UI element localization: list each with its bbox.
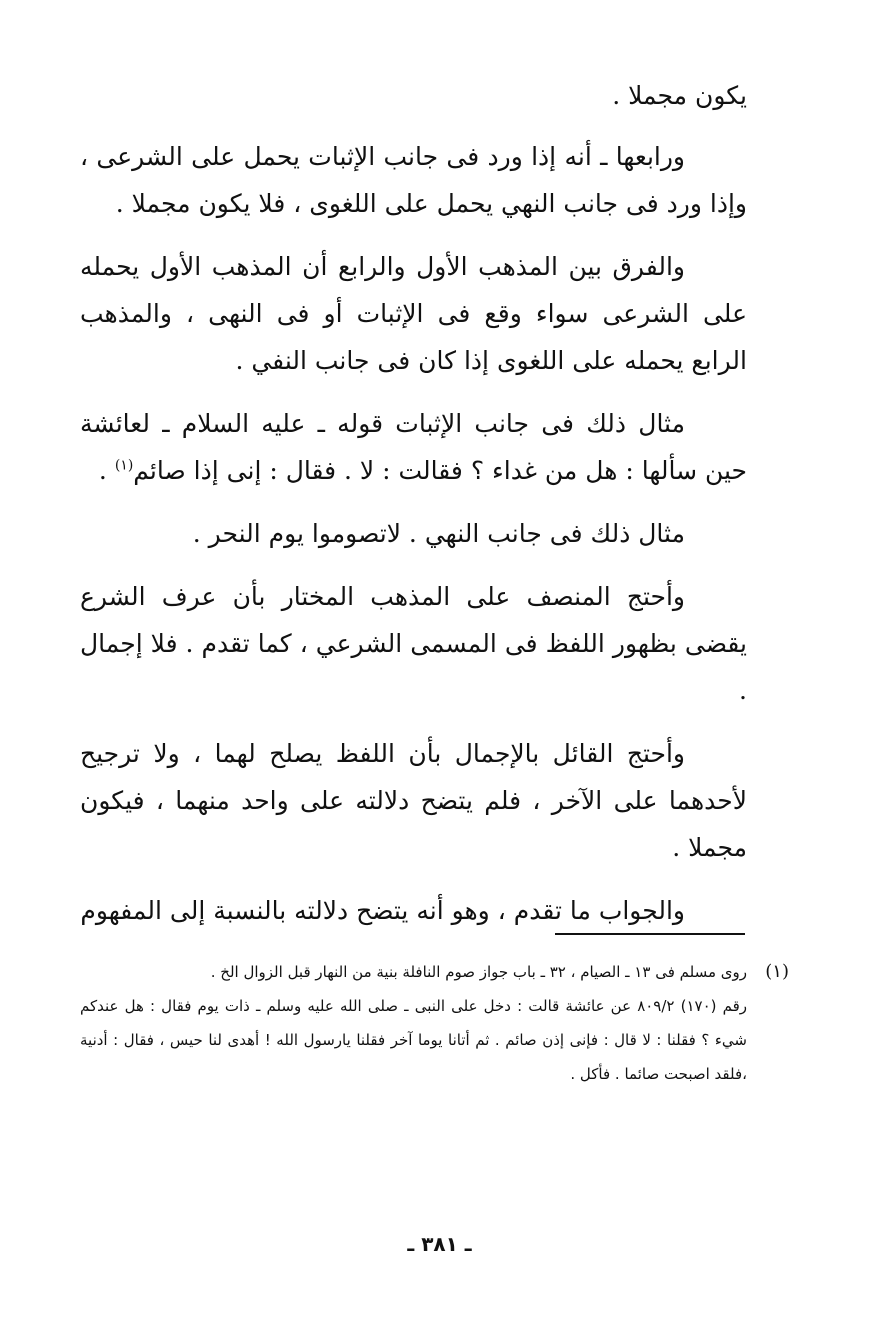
paragraph-8: والجواب ما تقدم ، وهو أنه يتضح دلالته بالنسبة إلى المفهوم <box>80 896 685 925</box>
footnote-number: (١) <box>765 961 789 982</box>
page-number: ـ ٣٨١ ـ <box>407 1232 472 1256</box>
footnotes <box>80 955 789 1091</box>
main-text <box>80 72 747 950</box>
footnote-line-2: رقم (١٧٠) ٨٠٩/٢ عن عائشة قالت : دخل على النبى ـ صلى الله عليه وسلم ـ ذات يوم فقال : هل عندكم شيء ؟ فقلنا : لا قال : فإنى إذن صائم . ثم أتانا يوما آخر فقلنا يارسول الله ! أهدى لنا حيس ، فقال : أدنية ،فلقد اصبحت صائما . فأكل . <box>80 997 747 1083</box>
paragraph-5: مثال ذلك فى جانب النهي . لاتصوموا يوم النحر . <box>192 519 685 548</box>
footnote-reference: (١) <box>114 457 134 474</box>
paragraph-4-text: مثال ذلك فى جانب الإثبات قوله ـ عليه السلام ـ لعائشة حين سألها : هل من غداء ؟ فقالت : لا . فقال : إنى إذا صائم <box>80 409 747 485</box>
paragraph-3: والفرق بين المذهب الأول والرابع أن المذهب الأول يحمله على الشرعى سواء وقع فى الإثبات أو فى النهى ، والمذهب الرابع يحمله على اللغوى إذا كان فى جانب النفي . <box>80 252 747 375</box>
paragraph-2: ورابعها ـ أنه إذا ورد فى جانب الإثبات يحمل على الشرعى ، وإذا ورد فى جانب النهي يحمل على اللغوى ، فلا يكون مجملا . <box>80 142 747 218</box>
footnote-line-1: روى مسلم فى ١٣ ـ الصيام ، ٣٢ ـ باب جواز صوم النافلة بنية من النهار قبل الزوال الخ . <box>210 963 747 981</box>
paragraph-1: يكون مجملا . <box>612 81 747 110</box>
paragraph-6: وأحتج المنصف على المذهب المختار بأن عرف الشرع يقضى بظهور اللفظ فى المسمى الشرعي ، كما تقدم . فلا إجمال . <box>80 582 747 705</box>
paragraph-4-tail: . <box>98 456 115 485</box>
footnote-separator <box>555 933 745 935</box>
paragraph-4 <box>80 400 747 494</box>
paragraph-7: وأحتج القائل بالإجمال بأن اللفظ يصلح لهما ، ولا ترجيح لأحدهما على الآخر ، فلم يتضح دلالته على واحد منهما ، فيكون مجملا . <box>80 739 747 862</box>
